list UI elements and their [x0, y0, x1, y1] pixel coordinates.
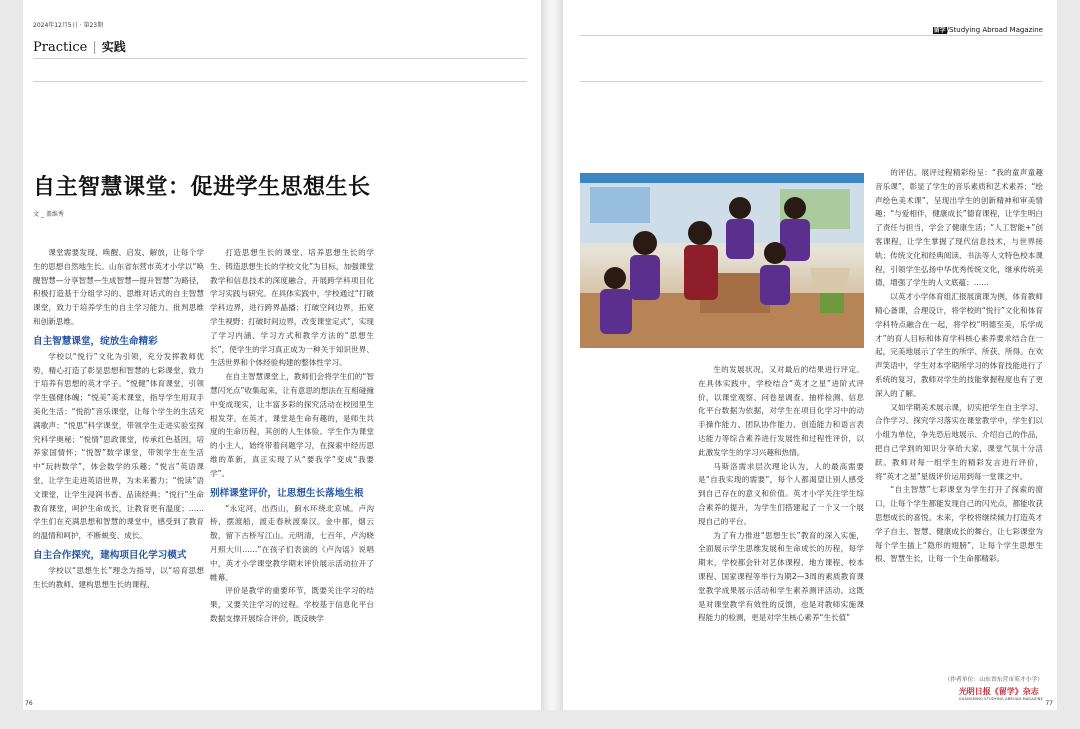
paragraph: 评价是教学的重要环节，既要关注学习的结果，又要关注学习的过程。学校基于信息化平台数据支撑开展综合评价，既反映学 — [210, 586, 374, 623]
header-rule — [33, 58, 527, 59]
logo-text: 光明日报《留学》杂志 — [958, 687, 1039, 696]
logo-subtext: GUANGMING STUDYING ABROAD MAGAZINE — [958, 697, 1043, 701]
subheading: 自主合作探究，建构项目化学习模式 — [33, 549, 187, 561]
paragraph: 在自主智慧课堂上，教师们会将学生们的“智慧闪光点”收集起来，让有意思的想法在互相碰撞中变成现实，让丰富多彩的探究活动在校园里生根发芽。在英才，课堂是生命有趣的，是师生共度的生命历程，其创的人生体验。学生作为课堂的小主人，始终带着问题学习，在探索中经历思维的革新，真正实现了从“要我学”变成“我要学”。 — [210, 372, 374, 478]
article-column-4 — [875, 166, 1043, 672]
paragraph: “自主智慧”七彩课堂为学生打开了探索的窗口，让每个学生都能发现自己的闪光点，都能收获思想成长的喜悦。未来，学校将继续倾力打造英才学子自主、智慧、健康成长的舞台，让七彩课堂为每个学生插上“隐形的翅膀”，让每个学生思想生根、智慧生长，让每一个生命都精彩。 — [875, 485, 1043, 564]
paragraph: 学校以“悦行”文化为引领，充分发挥教师优势，精心打造了彰显思想和智慧的七彩课堂，致力于培养有思想的英才学子。“悦健”体育课堂，引领学生强健体魄；“悦美”美术课堂，指导学生用双手美化生活；“悦韵”音乐课堂，让每个学生的生活充满歌声；“悦思”科学课堂，带领学生走进实验室探究科学奥秘；“悦情”思政课堂，传承红色基因，培养家国情怀；“悦智”数学课堂，带领学生在生活中“玩转数学”，体会数学的乐趣；“悦言”英语课堂，让学生走进英语世界，为未来蓄力；“悦读”语文课堂，让学生浸润书香、品读经典；“悦行”生命教育课堂，呵护生命成长，让教育更有温度；……学生们在充满思想和智慧的课堂中，感受到了教育的温情和呵护，不断蜕变、成长。 — [33, 351, 204, 541]
article-title: 自主智慧课堂：促进学生思想生长 — [33, 175, 371, 200]
paragraph: 为了有力推进“思想生长”教育的深入实施，全面展示学生思维发展和生命成长的历程，每学期末，学校都会针对艺体课程、地方课程、校本课程、国家课程等举行为期2—3周的素质教育课堂教学成果展示活动和学生素养测评活动。这既是对课堂教学有效性的反馈，也是对教师实施课程能力的检测，更是对学生核心素养“生长值” — [698, 530, 864, 623]
section-cn: 实践 — [101, 40, 126, 54]
classroom-photo-illustration — [580, 173, 864, 348]
right-page — [563, 0, 1057, 710]
section-en: Practice — [33, 40, 88, 55]
paragraph: 生的发展状况，又对最后的结果进行评定。在具体实践中，学校结合“英才之星”进阶式评价，以课堂观察、问卷星调查、抽样检测、信息化平台数据为依据，对学生在项目化学习中的动手操作能力、团队协作能力、创造能力和语言表达能力等综合素养进行发展性和过程性评价，以此激发学生的学习兴趣和热情。 — [698, 365, 864, 457]
header-rule-lower — [580, 81, 1043, 82]
issue-line: 2024年12月5日 · 第23期 — [33, 22, 104, 29]
left-page — [23, 0, 541, 710]
subheading: 自主智慧课堂，绽放生命精彩 — [33, 335, 158, 347]
magazine-header — [933, 25, 1043, 34]
paragraph: 打造思想生长的课堂、培养思想生长的学生、铸造思想生长的学校文化”为目标，加强课堂教学和信息技术的深度融合，开展跨学科项目化学习实践与研究。在具体实践中，学校通过“打破学科边界，进行跨界晶播；打破空间边界，拓宽学生视野；打破时间边界，改变课堂定式”，实现了学习内涵、学习方式和教学方法的“思想生长”，使学生的学习真正成为一种关于知识世界、生活世界和个体经验构建的整体性学习。 — [210, 248, 374, 368]
classroom-photo — [580, 173, 864, 348]
section-header — [33, 38, 126, 55]
magazine-logo — [959, 686, 1043, 701]
article-author: 文 _ 盖维秀 — [33, 211, 64, 218]
paragraph: 课堂需要发现、唤醒、启发、解放，让每个学生的思想自然地生长。山东省东营市英才小学以“唤醒智慧—分享智慧—生成智慧—提升智慧”为路径，积极打造基于分组学习的、思维对话式的自主智慧课堂，致力于培养学生的自主学习能力、批判思维和创新思维。 — [33, 248, 204, 326]
paragraph: 马斯洛需求层次理论认为，人的最高需要是“自我实现的需要”，每个人都渴望让别人感受到自己存在的意义和价值。英才小学关注学生综合素养的提升，为学生们搭建起了一个又一个展现自己的平台。 — [698, 461, 864, 526]
page-gutter — [541, 0, 563, 710]
author-affiliation: （作者单位：山东省东营市英才小学） — [944, 677, 1043, 683]
paragraph: 以英才小学体育组汇报展演课为例，体育教师精心备课，合理设计，将学校的“悦行”文化和体育学科特点融合在一起，将学校“明德至美，乐学成才”的育人目标和体育学科核心素养要求结合在一起，完美地展示了学生的所学、所获、所得。在欢声笑语中，学生对本学期所学习的体育技能进行了系统的复习，教师对学生的技能掌握程度也有了更深入的了解。 — [875, 292, 1043, 398]
paragraph: “永定河，出西山，蓟水环绕北京城。卢沟桥，摆渡船，渡走春秋渡秦汉。金中都，烟云散，留下古桥写江山。元明清，七百年，卢沟晓月照大川……”在孩子们表演的《卢沟谣》说唱中，英才小学课堂教学期末评价展示活动拉开了帷幕。 — [210, 503, 374, 582]
magazine-name: /Studying Abroad Magazine — [946, 26, 1043, 34]
paragraph: 学校以“思想生长”理念为指导，以“培育思想生长的教师、建构思想生长的课程、 — [33, 565, 204, 589]
paragraph: 又如学期美术展示课，切实把学生自主学习、合作学习、探究学习落实在课堂教学中，学生们以小组为单位，争先恐后地展示、介绍自己的作品，把自己学到的知识分享给大家，课堂气氛十分活跃。教师对每一组学生的精彩发言进行评价，将“英才之星”星级评价运用到每一堂课之中。 — [875, 402, 1043, 481]
header-rule-lower — [33, 81, 527, 82]
article-column-3 — [698, 363, 864, 683]
article-column-2 — [210, 246, 374, 684]
magazine-mark: 留学 — [933, 27, 946, 34]
page-number-left: 76 — [25, 700, 33, 707]
header-rule — [580, 35, 1043, 36]
subheading: 别样课堂评价，让思想生长落地生根 — [210, 487, 364, 499]
section-separator: | — [92, 40, 97, 55]
article-column-1 — [33, 246, 204, 684]
paragraph: 的评估。展评过程精彩纷呈：“我的童声童趣音乐课”，彰显了学生的音乐素质和艺术素养；“绘声绘色美术课”，呈现出学生的创新精神和审美情趣；“与爱相伴，健康成长”德育课程，让学生明白了责任与担当，学会了健康生活；“人工智能+”创客课程，让学生掌握了现代信息技术，与世界接轨；传统文化和经典阅读、书法等人文特色校本课程，引领学生弘扬中华优秀传统文化，继承传统美德，增强了学生的人文底蕴；…… — [875, 168, 1043, 288]
page-number-right: 77 — [1045, 700, 1053, 707]
